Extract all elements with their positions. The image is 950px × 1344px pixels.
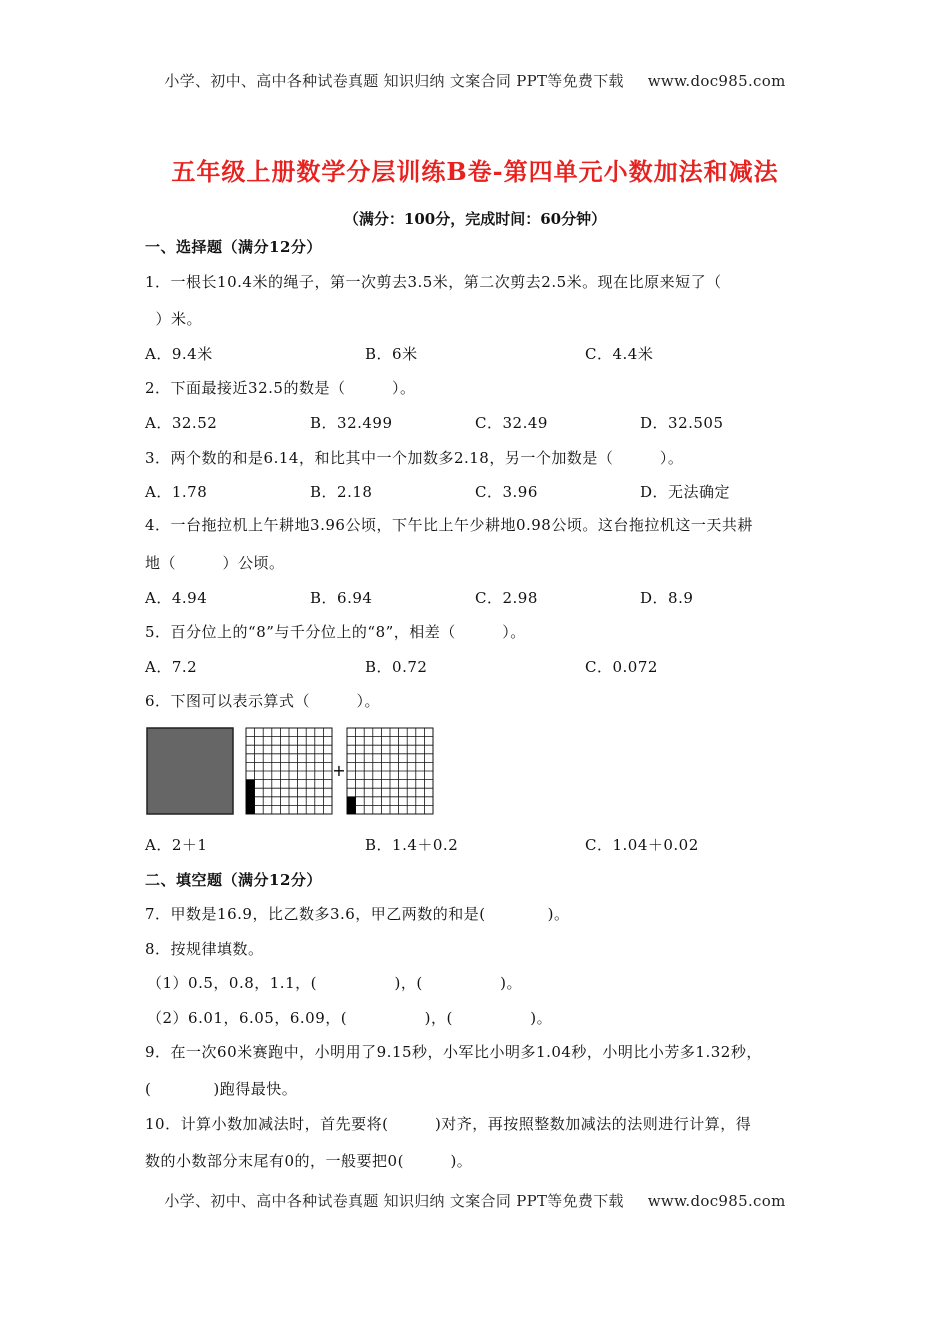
q6-full-square xyxy=(147,728,233,814)
q2-option-c: C．32.49 xyxy=(475,414,548,432)
q1-option-a: A．9.4米 xyxy=(145,345,213,363)
q6-grid-right xyxy=(347,728,433,814)
footer-site: www.doc985.com xyxy=(647,1192,786,1210)
q4-option-c: C．2.98 xyxy=(475,589,538,607)
page-subtitle: （满分：100分，完成时间：60分钟） xyxy=(343,210,607,228)
q4-option-b: B．6.94 xyxy=(310,589,373,607)
q4-text-line2: 地（ ）公顷。 xyxy=(145,554,285,572)
q10-text-line2: 数的小数部分末尾有0的，一般要把0( )。 xyxy=(145,1152,473,1170)
q6-grid-left-shaded xyxy=(246,780,255,814)
q9-text-line1: 9．在一次60米赛跑中，小明用了9.15秒，小军比小明多1.04秒，小明比小芳多1.32秒， xyxy=(145,1043,762,1061)
q9-text-line2: ( )跑得最快。 xyxy=(145,1080,298,1098)
q6-option-b: B．1.4＋0.2 xyxy=(365,836,459,854)
page-footer xyxy=(0,1190,950,1211)
q6-grid-left xyxy=(246,728,332,814)
q8-part1: （1）0.5，0.8，1.1，( )，( )。 xyxy=(147,974,523,992)
q8-part2: （2）6.01，6.05，6.09，( )，( )。 xyxy=(147,1009,553,1027)
q1-text-line1: 1．一根长10.4米的绳子，第一次剪去3.5米，第二次剪去2.5米。现在比原来短了（ xyxy=(145,273,722,291)
q5-option-a: A．7.2 xyxy=(145,658,198,676)
q4-option-a: A．4.94 xyxy=(145,589,208,607)
q3-option-b: B．2.18 xyxy=(310,483,373,501)
q3-option-a: A．1.78 xyxy=(145,483,208,501)
q6-grid-right-shaded xyxy=(347,797,356,814)
q4-option-d: D．8.9 xyxy=(640,589,694,607)
header-text: 小学、初中、高中各种试卷真题 知识归纳 文案合同 PPT等免费下载 xyxy=(164,72,624,90)
page-title: 五年级上册数学分层训练B卷-第四单元小数加法和减法 xyxy=(171,157,779,186)
q1-option-c: C．4.4米 xyxy=(585,345,654,363)
q2-text: 2．下面最接近32.5的数是（ ）。 xyxy=(145,379,416,397)
q6-grid-figure xyxy=(145,726,445,816)
q5-option-c: C．0.072 xyxy=(585,658,658,676)
q6-text: 6．下图可以表示算式（ ）。 xyxy=(145,692,381,710)
q2-option-d: D．32.505 xyxy=(640,414,724,432)
q10-text-line1: 10．计算小数加减法时，首先要将( )对齐，再按照整数加减法的法则进行计算，得 xyxy=(145,1115,752,1133)
q2-option-a: A．32.52 xyxy=(145,414,218,432)
footer-text: 小学、初中、高中各种试卷真题 知识归纳 文案合同 PPT等免费下载 xyxy=(164,1192,624,1210)
q1-option-b: B．6米 xyxy=(365,345,418,363)
q3-option-c: C．3.96 xyxy=(475,483,538,501)
q7-text: 7．甲数是16.9，比乙数多3.6，甲乙两数的和是( )。 xyxy=(145,905,570,923)
q5-text: 5．百分位上的“8”与千分位上的“8”，相差（ ）。 xyxy=(145,623,526,641)
header-site: www.doc985.com xyxy=(647,72,786,90)
page-header xyxy=(0,70,950,91)
q2-option-b: B．32.499 xyxy=(310,414,393,432)
q3-text: 3．两个数的和是6.14，和比其中一个加数多2.18，另一个加数是（ ）。 xyxy=(145,449,684,467)
q6-option-c: C．1.04＋0.02 xyxy=(585,836,699,854)
section-fill-heading: 二、填空题（满分12分） xyxy=(145,871,322,889)
q8-text: 8．按规律填数。 xyxy=(145,940,264,958)
q4-text-line1: 4．一台拖拉机上午耕地3.96公顷，下午比上午少耕地0.98公顷。这台拖拉机这一天共耕 xyxy=(145,516,753,534)
q5-option-b: B．0.72 xyxy=(365,658,428,676)
q6-plus-sign: + xyxy=(332,761,346,780)
q3-option-d: D．无法确定 xyxy=(640,483,731,501)
section-choice-heading: 一、选择题（满分12分） xyxy=(145,238,322,256)
q6-option-a: A．2＋1 xyxy=(145,836,208,854)
q1-text-line2: ）米。 xyxy=(145,310,203,328)
